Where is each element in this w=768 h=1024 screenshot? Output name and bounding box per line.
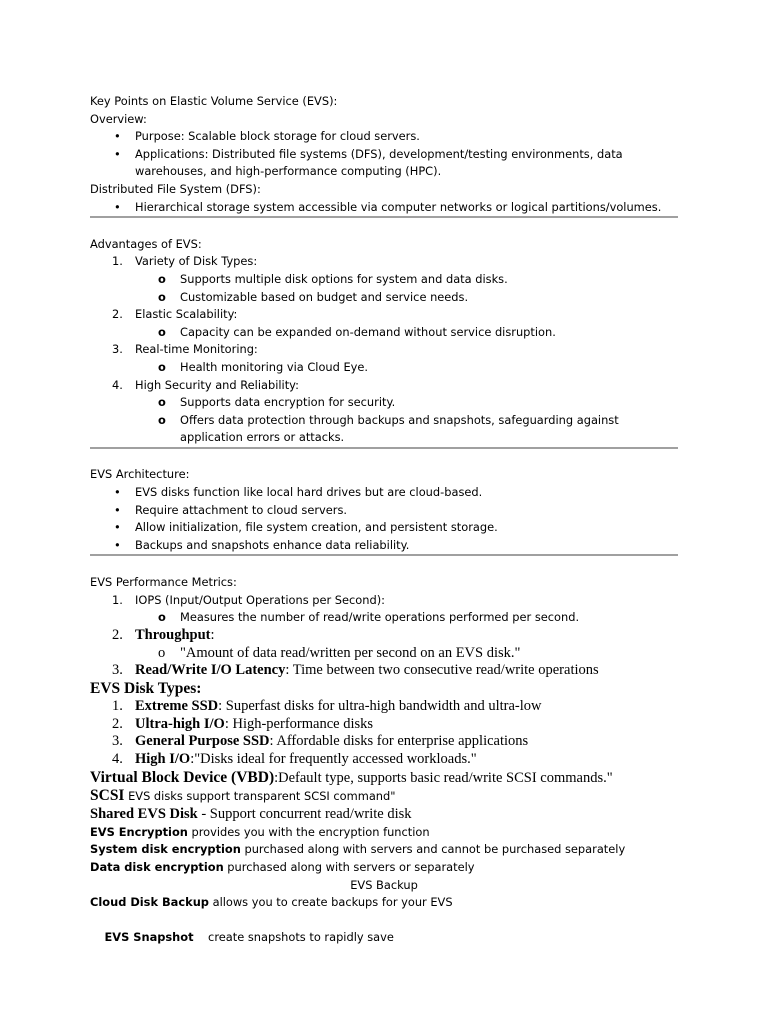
overview-bullet: • Purpose: Scalable block storage for cloud servers. <box>90 128 678 146</box>
overview-heading: Overview: <box>90 111 147 126</box>
architecture-heading: EVS Architecture: <box>90 467 190 482</box>
advantage-item: 2. Elastic Scalability: <box>112 307 238 322</box>
advantage-item: 4. High Security and Reliability: <box>112 377 299 392</box>
vbd-line: Virtual Block Device (VBD):Default type, supports basic read/write SCSI commands." <box>90 768 613 786</box>
cloud-backup-line: Cloud Disk Backup allows you to create backups for your EVS <box>90 895 453 910</box>
system-encryption-line: System disk encryption purchased along with servers and cannot be purchased separately <box>90 842 626 857</box>
disk-type-item: 2. Ultra-high I/O: High-performance disks <box>112 715 374 732</box>
advantage-sub: o Health monitoring via Cloud Eye. <box>158 359 369 374</box>
disk-type-item: 1. Extreme SSD: Superfast disks for ultra-high bandwidth and ultra-low <box>112 697 542 714</box>
architecture-bullet: • Allow initialization, file system creation, and persistent storage. <box>114 520 498 535</box>
data-encryption-line: Data disk encryption purchased along with servers or separately <box>90 860 475 875</box>
scsi-line: SCSI EVS disks support transparent SCSI command" <box>90 787 396 805</box>
advantage-sub: o Customizable based on budget and service needs. <box>158 289 469 304</box>
architecture-bullet: • EVS disks function like local hard drives but are cloud-based. <box>114 485 483 500</box>
overview-bullet: • Applications: Distributed file systems (DFS), development/testing environments, data warehouses, and high-performance computing (HPC). <box>114 146 623 179</box>
shared-disk-line: Shared EVS Disk - Support concurrent read/write disk <box>90 806 412 823</box>
disk-types-heading: EVS Disk Types: <box>90 679 202 697</box>
advantage-sub: o Offers data protection through backups and snapshots, safeguarding against application errors or attacks. <box>158 412 619 445</box>
document-page <box>90 93 678 965</box>
disk-type-item: 3. General Purpose SSD: Affordable disks for enterprise applications <box>112 733 529 750</box>
encryption-line: EVS Encryption provides you with the encryption function <box>90 824 430 839</box>
advantages-heading: Advantages of EVS: <box>90 236 202 251</box>
advantage-sub: o Capacity can be expanded on-demand without service disruption. <box>158 324 556 339</box>
metric-item-iops: 1. IOPS (Input/Output Operations per Second): <box>112 592 385 607</box>
dfs-heading: Distributed File System (DFS): <box>90 181 261 196</box>
backup-heading: EVS Backup <box>350 877 418 892</box>
bullet-marker: • <box>114 129 121 144</box>
advantage-sub: o Supports multiple disk options for system and data disks. <box>158 271 508 286</box>
metric-item-latency: 3. Read/Write I/O Latency: Time between two consecutive read/write operations <box>112 662 599 679</box>
metric-sub: o "Amount of data read/written per second on an EVS disk." <box>158 644 521 661</box>
bullet-marker: • <box>114 146 121 161</box>
architecture-bullet: • Backups and snapshots enhance data reliability. <box>114 537 410 552</box>
metric-item-throughput: 2. Throughput: <box>112 626 215 643</box>
snapshot-line: EVS Snapshot create snapshots to rapidly save <box>104 930 394 945</box>
doc-title: Key Points on Elastic Volume Service (EVS): <box>90 94 338 108</box>
architecture-bullet: • Require attachment to cloud servers. <box>114 502 348 517</box>
advantage-sub: o Supports data encryption for security. <box>158 395 396 410</box>
bullet-marker: • <box>114 199 121 214</box>
disk-type-item: 4. High I/O:"Disks ideal for frequently accessed workloads." <box>112 751 477 768</box>
advantage-item: 1. Variety of Disk Types: <box>112 254 258 269</box>
metrics-heading: EVS Performance Metrics: <box>90 575 237 590</box>
advantage-item: 3. Real-time Monitoring: <box>112 342 258 357</box>
dfs-bullet: • Hierarchical storage system accessible via computer networks or logical partitions/volumes. <box>90 199 678 217</box>
metric-sub: o Measures the number of read/write operations performed per second. <box>158 610 580 625</box>
